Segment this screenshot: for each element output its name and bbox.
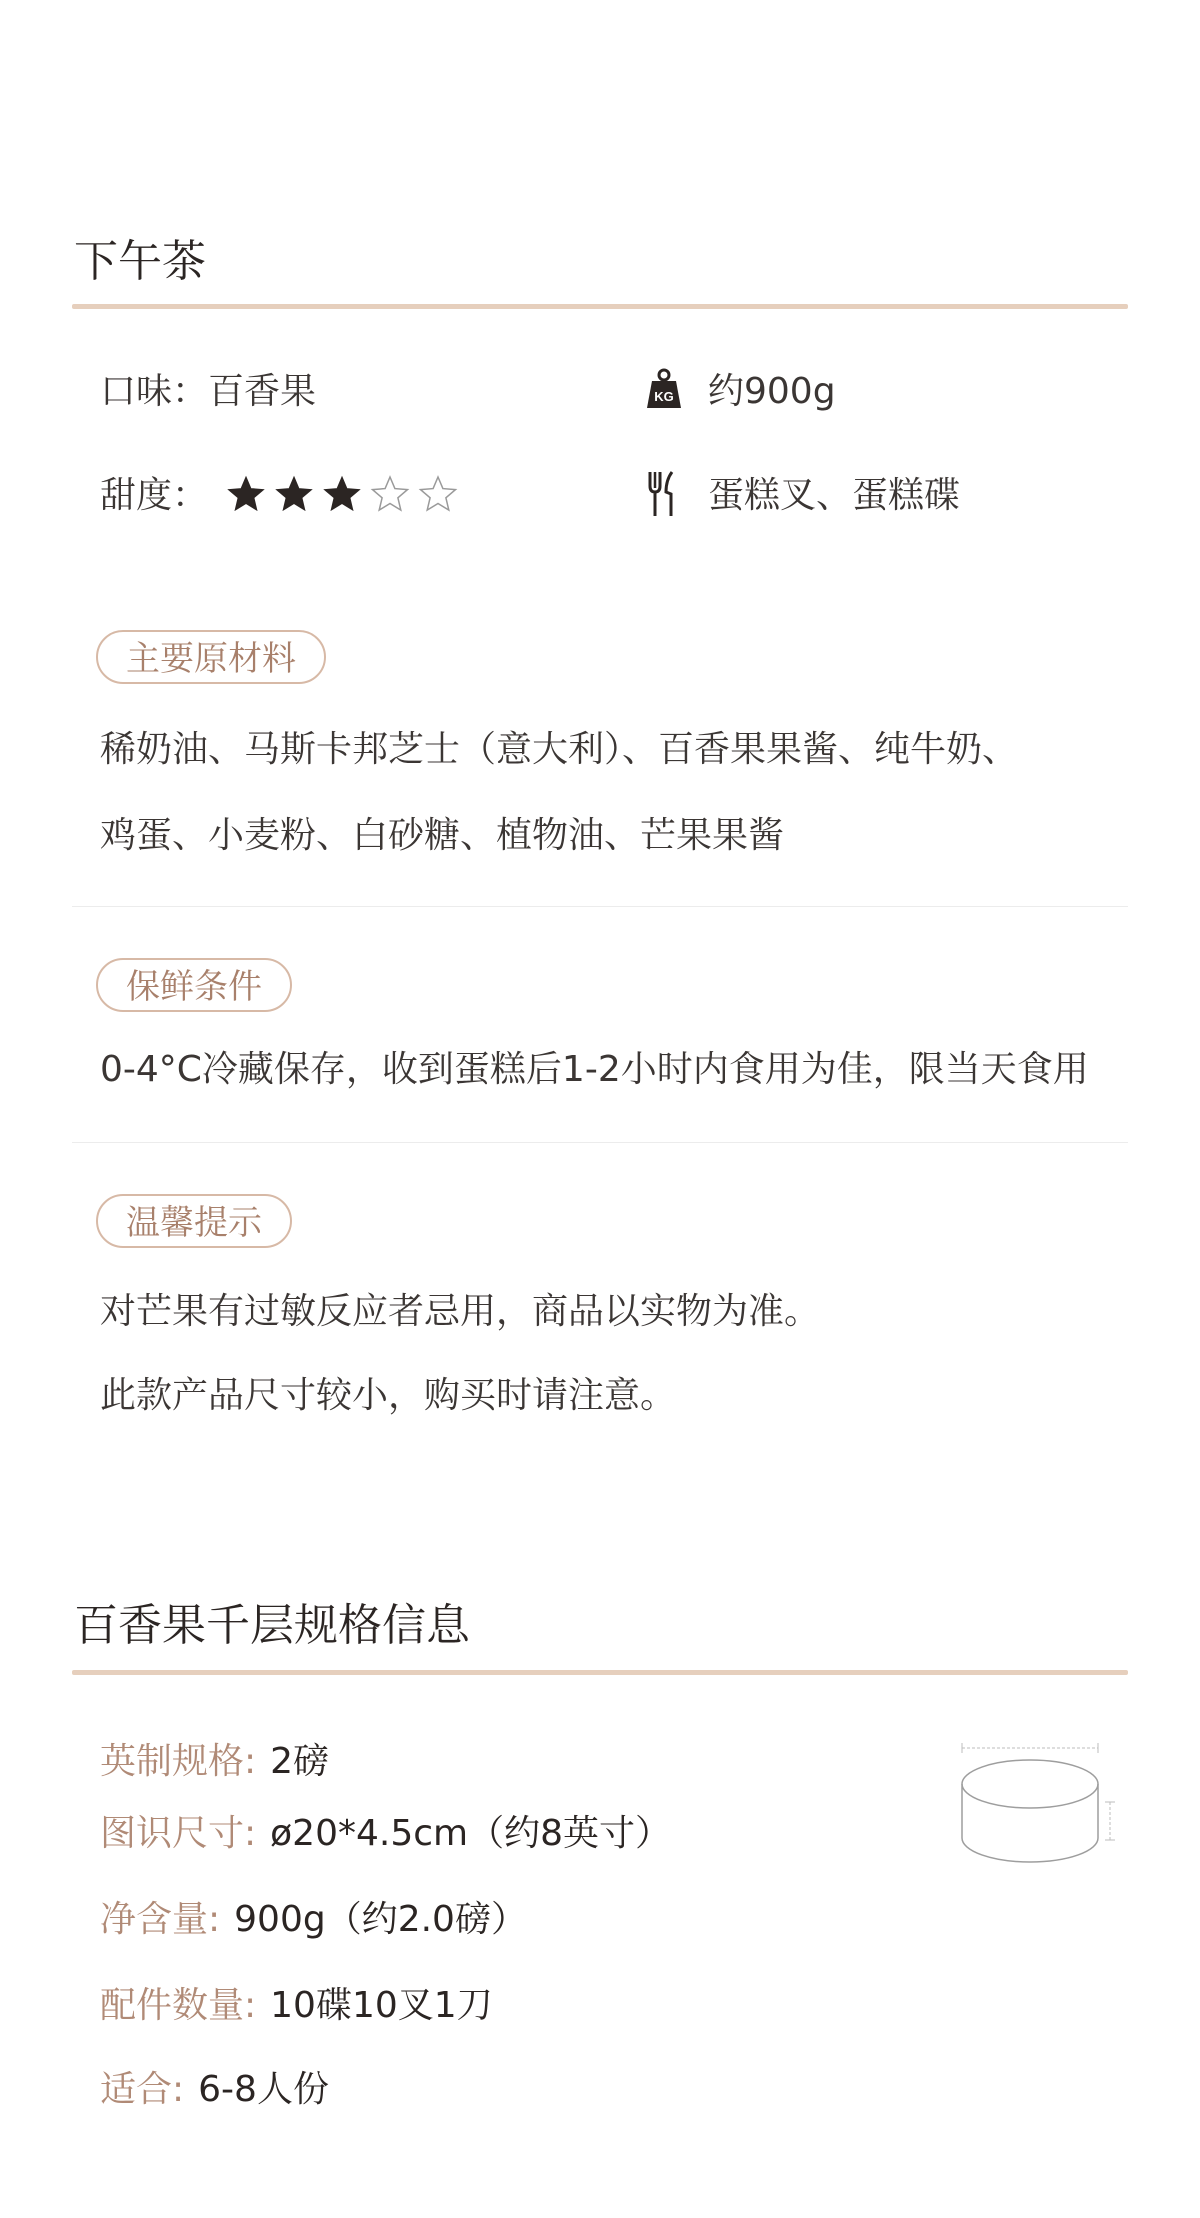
star-empty-icon	[370, 474, 410, 514]
ingredients-divider	[72, 906, 1128, 907]
spec-value: ø20*4.5cm（约8英寸）	[270, 1813, 671, 1854]
spec-row-net-weight	[100, 1899, 527, 1940]
storage-text: 0-4°C冷藏保存，收到蛋糕后1-2小时内食用为佳，限当天食用	[100, 1049, 1089, 1090]
ingredients-tag: 主要原材料	[96, 630, 326, 684]
section-title-specs: 百香果千层规格信息	[74, 1600, 470, 1651]
spec-value: 900g（约2.0磅）	[234, 1899, 527, 1940]
section-title-afternoon-tea: 下午茶	[74, 236, 206, 287]
spec-label: 图识尺寸:	[100, 1813, 257, 1854]
sweetness-label: 甜度：	[100, 475, 209, 516]
flavor-info	[100, 371, 317, 412]
ingredients-line-2: 鸡蛋、小麦粉、白砂糖、植物油、芒果果酱	[100, 815, 785, 856]
spec-value: 2磅	[270, 1741, 330, 1782]
storage-tag: 保鲜条件	[96, 958, 292, 1012]
spec-label: 配件数量:	[100, 1985, 257, 2026]
spec-row-accessories	[100, 1985, 493, 2026]
weight-value: 约900g	[708, 371, 836, 412]
star-filled-icon	[274, 474, 314, 514]
fork-knife-icon	[646, 470, 678, 518]
flavor-value: 百香果	[208, 371, 317, 412]
specs-divider	[72, 1670, 1128, 1675]
tips-tag: 温馨提示	[96, 1194, 292, 1248]
spec-row-size	[100, 1813, 671, 1854]
star-filled-icon	[226, 474, 266, 514]
tips-line-2: 此款产品尺寸较小，购买时请注意。	[100, 1375, 677, 1416]
star-empty-icon	[418, 474, 458, 514]
tips-line-1: 对芒果有过敏反应者忌用，商品以实物为准。	[100, 1291, 821, 1332]
cake-dimension-icon	[952, 1740, 1122, 1882]
storage-divider	[72, 1142, 1128, 1143]
utensils-value: 蛋糕叉、蛋糕碟	[708, 475, 961, 516]
spec-row-imperial	[100, 1741, 330, 1782]
sweetness-rating	[226, 474, 458, 514]
star-filled-icon	[322, 474, 362, 514]
ingredients-line-1: 稀奶油、马斯卡邦芝士（意大利）、百香果果酱、纯牛奶、	[100, 729, 1019, 770]
section-divider	[72, 304, 1128, 309]
spec-label: 净含量:	[100, 1899, 221, 1940]
weight-kg-icon	[646, 368, 682, 410]
spec-label: 英制规格:	[100, 1741, 257, 1782]
kg-label: KG	[654, 389, 674, 404]
spec-value: 6-8人份	[198, 2069, 329, 2110]
spec-value: 10碟10叉1刀	[270, 1985, 493, 2026]
spec-row-servings	[100, 2069, 329, 2110]
spec-label: 适合:	[100, 2069, 185, 2110]
flavor-label: 口味：	[100, 371, 209, 412]
